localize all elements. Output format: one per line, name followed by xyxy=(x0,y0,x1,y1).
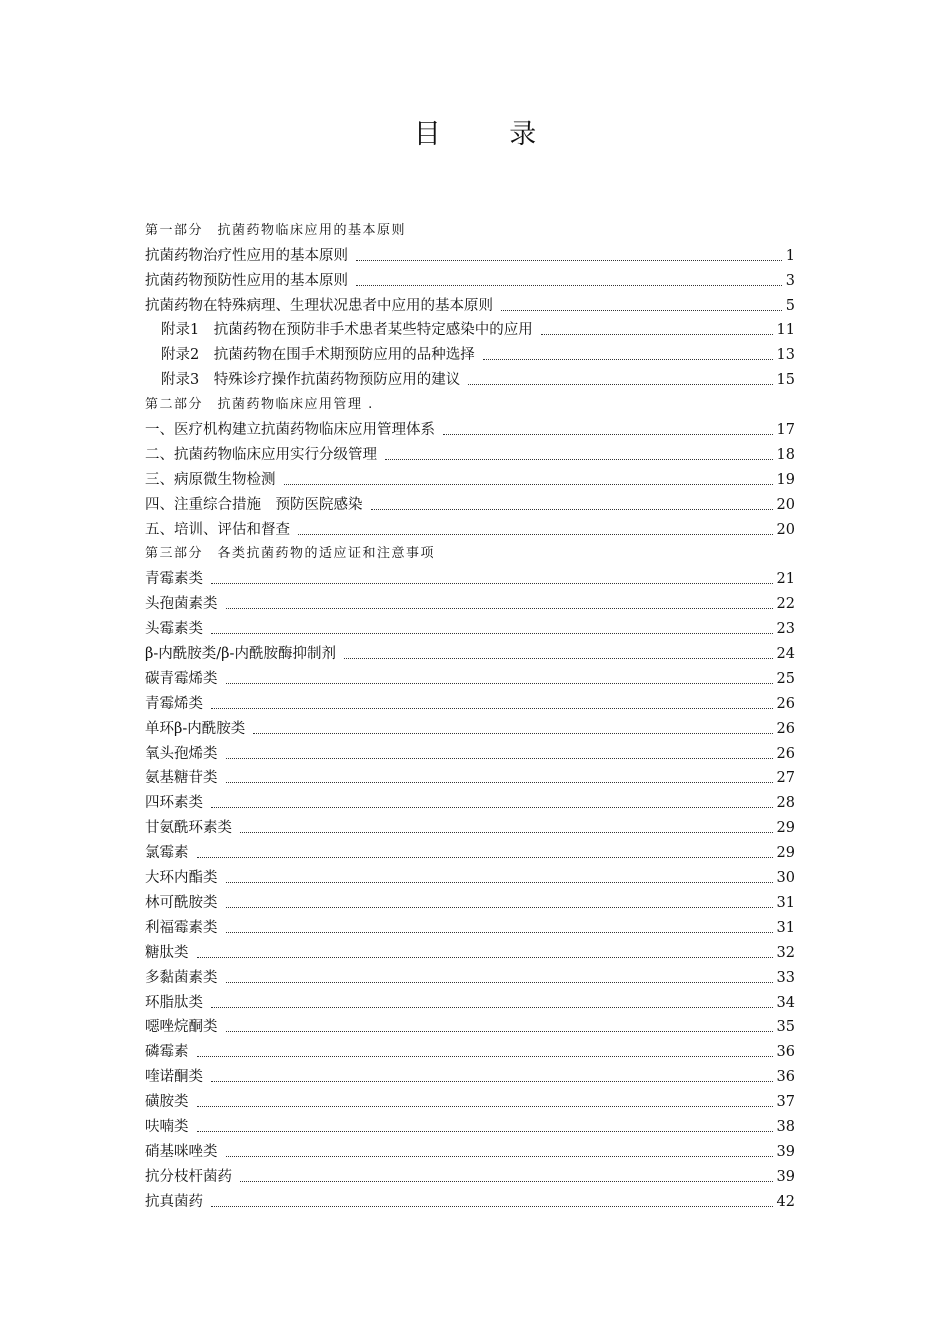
dot-leader xyxy=(443,434,773,435)
toc-page-number: 42 xyxy=(776,1193,795,1210)
toc-entry[interactable] xyxy=(145,788,795,813)
table-of-contents xyxy=(145,216,795,1212)
toc-entry-label: 大环内酯类 xyxy=(145,870,218,887)
toc-page-number: 29 xyxy=(776,845,795,862)
toc-page-number: 31 xyxy=(776,919,795,936)
toc-entry-label: 青霉素类 xyxy=(145,571,203,588)
toc-appendix-entry[interactable] xyxy=(145,316,795,341)
dot-leader xyxy=(501,310,782,311)
toc-entry[interactable] xyxy=(145,739,795,764)
toc-entry-label: 氯霉素 xyxy=(145,845,189,862)
toc-page-number: 37 xyxy=(776,1094,795,1111)
toc-entry-label: 多黏菌素类 xyxy=(145,969,218,986)
toc-entry[interactable] xyxy=(145,1137,795,1162)
toc-entry-label: 附录3 特殊诊疗操作抗菌药物预防应用的建议 xyxy=(161,372,461,389)
toc-page-number: 39 xyxy=(776,1143,795,1160)
toc-entry-label: 抗菌药物治疗性应用的基本原则 xyxy=(145,247,348,264)
toc-entry-label: 青霉烯类 xyxy=(145,695,203,712)
toc-entry[interactable] xyxy=(145,863,795,888)
toc-entry-label: 四环素类 xyxy=(145,795,203,812)
dot-leader xyxy=(226,982,773,983)
toc-entry-label: 第二部分 抗菌药物临床应用管理 . xyxy=(145,397,374,413)
toc-entry-label: 利福霉素类 xyxy=(145,919,218,936)
dot-leader xyxy=(226,932,773,933)
toc-page-number: 33 xyxy=(776,969,795,986)
dot-leader xyxy=(197,1131,773,1132)
toc-entry-label: 头霉素类 xyxy=(145,621,203,638)
toc-entry-label: 一、医疗机构建立抗菌药物临床应用管理体系 xyxy=(145,422,435,439)
dot-leader xyxy=(356,285,782,286)
dot-leader xyxy=(197,857,773,858)
toc-entry[interactable] xyxy=(145,266,795,291)
toc-entry-label: 呋喃类 xyxy=(145,1118,189,1135)
dot-leader xyxy=(298,534,773,535)
dot-leader xyxy=(483,359,773,360)
toc-page-number: 35 xyxy=(776,1019,795,1036)
toc-page-number: 1 xyxy=(785,247,795,264)
dot-leader xyxy=(211,1206,773,1207)
toc-entry[interactable] xyxy=(145,1187,795,1212)
toc-entry-label: 硝基咪唑类 xyxy=(145,1143,218,1160)
toc-entry-label: 抗真菌药 xyxy=(145,1193,203,1210)
dot-leader xyxy=(240,832,773,833)
toc-page-number: 30 xyxy=(776,870,795,887)
dot-leader xyxy=(385,459,773,460)
page-title: 目 录 xyxy=(413,119,567,150)
dot-leader xyxy=(211,583,773,584)
toc-entry[interactable] xyxy=(145,1037,795,1062)
dot-leader xyxy=(211,807,773,808)
toc-page-number: 20 xyxy=(776,521,795,538)
toc-page-number: 5 xyxy=(785,297,795,314)
dot-leader xyxy=(211,1081,773,1082)
toc-entry-label: β-内酰胺类/β-内酰胺酶抑制剂 xyxy=(145,646,336,663)
toc-entry[interactable] xyxy=(145,714,795,739)
toc-entry[interactable] xyxy=(145,689,795,714)
dot-leader xyxy=(541,334,773,335)
dot-leader xyxy=(226,683,773,684)
toc-entry-label: 磺胺类 xyxy=(145,1094,189,1111)
toc-page-number: 15 xyxy=(776,372,795,389)
toc-entry-label: 第一部分 抗菌药物临床应用的基本原则 xyxy=(145,222,407,238)
toc-entry[interactable] xyxy=(145,589,795,614)
dot-leader xyxy=(226,882,773,883)
toc-page-number: 22 xyxy=(776,596,795,613)
dot-leader xyxy=(344,658,773,659)
toc-page-number: 26 xyxy=(776,720,795,737)
toc-page-number: 34 xyxy=(776,994,795,1011)
toc-entry-label: 糖肽类 xyxy=(145,944,189,961)
dot-leader xyxy=(356,260,782,261)
toc-entry-label: 环脂肽类 xyxy=(145,994,203,1011)
toc-entry-label: 头孢菌素类 xyxy=(145,596,218,613)
toc-entry-label: 五、培训、评估和督查 xyxy=(145,521,290,538)
toc-entry-label: 附录1 抗菌药物在预防非手术患者某些特定感染中的应用 xyxy=(161,322,533,339)
toc-entry-label: 抗菌药物在特殊病理、生理状况患者中应用的基本原则 xyxy=(145,297,493,314)
toc-section-heading xyxy=(145,216,795,241)
toc-entry[interactable] xyxy=(145,838,795,863)
dot-leader xyxy=(371,509,773,510)
toc-entry-label: 噁唑烷酮类 xyxy=(145,1019,218,1036)
dot-leader xyxy=(468,384,772,385)
toc-entry[interactable] xyxy=(145,963,795,988)
toc-page-number: 38 xyxy=(776,1118,795,1135)
toc-entry-label: 林可酰胺类 xyxy=(145,894,218,911)
toc-entry-label: 磷霉素 xyxy=(145,1044,189,1061)
toc-entry-label: 喹诺酮类 xyxy=(145,1069,203,1086)
toc-page-number: 3 xyxy=(785,272,795,289)
toc-entry[interactable] xyxy=(145,888,795,913)
dot-leader xyxy=(226,608,773,609)
toc-page-number: 17 xyxy=(776,422,795,439)
toc-entry-label: 二、抗菌药物临床应用实行分级管理 xyxy=(145,446,377,463)
toc-entry-label: 抗菌药物预防性应用的基本原则 xyxy=(145,272,348,289)
toc-page-number: 32 xyxy=(776,944,795,961)
toc-entry[interactable] xyxy=(145,415,795,440)
toc-page-number: 11 xyxy=(776,322,795,339)
toc-entry[interactable] xyxy=(145,1062,795,1087)
toc-entry[interactable] xyxy=(145,515,795,540)
dot-leader xyxy=(226,907,773,908)
toc-page-number: 19 xyxy=(776,471,795,488)
dot-leader xyxy=(197,1106,773,1107)
toc-page-number: 24 xyxy=(776,646,795,663)
dot-leader xyxy=(226,782,773,783)
toc-entry-label: 单环β-内酰胺类 xyxy=(145,720,246,737)
toc-entry-label: 附录2 抗菌药物在围手术期预防应用的品种选择 xyxy=(161,347,475,364)
toc-entry-label: 氧头孢烯类 xyxy=(145,745,218,762)
toc-entry-label: 第三部分 各类抗菌药物的适应证和注意事项 xyxy=(145,546,436,562)
toc-page-number: 28 xyxy=(776,795,795,812)
toc-entry[interactable] xyxy=(145,564,795,589)
dot-leader xyxy=(197,957,773,958)
toc-entry[interactable] xyxy=(145,614,795,639)
toc-appendix-entry[interactable] xyxy=(145,340,795,365)
toc-page-number: 18 xyxy=(776,446,795,463)
toc-entry[interactable] xyxy=(145,938,795,963)
toc-page-number: 26 xyxy=(776,745,795,762)
toc-entry-label: 四、注重综合措施 预防医院感染 xyxy=(145,496,363,513)
toc-entry-label: 碳青霉烯类 xyxy=(145,670,218,687)
toc-entry[interactable] xyxy=(145,764,795,789)
toc-entry[interactable] xyxy=(145,1087,795,1112)
dot-leader xyxy=(226,1031,773,1032)
toc-page-number: 36 xyxy=(776,1044,795,1061)
toc-entry[interactable] xyxy=(145,440,795,465)
dot-leader xyxy=(240,1181,773,1182)
toc-page-number: 29 xyxy=(776,820,795,837)
toc-entry[interactable] xyxy=(145,1112,795,1137)
toc-page-number: 27 xyxy=(776,770,795,787)
toc-entry[interactable] xyxy=(145,664,795,689)
toc-page-number: 31 xyxy=(776,894,795,911)
toc-page-number: 20 xyxy=(776,496,795,513)
dot-leader xyxy=(226,1156,773,1157)
dot-leader xyxy=(284,484,773,485)
toc-page-number: 25 xyxy=(776,670,795,687)
toc-appendix-entry[interactable] xyxy=(145,365,795,390)
toc-entry[interactable] xyxy=(145,490,795,515)
toc-entry[interactable] xyxy=(145,639,795,664)
dot-leader xyxy=(253,733,772,734)
toc-section-heading xyxy=(145,540,795,565)
toc-page-number: 21 xyxy=(776,571,795,588)
toc-page-number: 13 xyxy=(776,347,795,364)
toc-entry[interactable] xyxy=(145,1162,795,1187)
toc-entry[interactable] xyxy=(145,465,795,490)
toc-page-number: 23 xyxy=(776,621,795,638)
toc-entry-label: 抗分枝杆菌药 xyxy=(145,1168,232,1185)
toc-entry[interactable] xyxy=(145,291,795,316)
toc-entry-label: 三、病原微生物检测 xyxy=(145,471,276,488)
dot-leader xyxy=(197,1056,773,1057)
toc-entry[interactable] xyxy=(145,913,795,938)
dot-leader xyxy=(211,633,773,634)
dot-leader xyxy=(211,708,773,709)
toc-entry[interactable] xyxy=(145,813,795,838)
toc-entry-label: 氨基糖苷类 xyxy=(145,770,218,787)
toc-entry-label: 甘氨酰环素类 xyxy=(145,820,232,837)
toc-entry[interactable] xyxy=(145,988,795,1013)
dot-leader xyxy=(211,1007,773,1008)
dot-leader xyxy=(226,758,773,759)
toc-page-number: 39 xyxy=(776,1168,795,1185)
toc-entry[interactable] xyxy=(145,1013,795,1038)
toc-entry[interactable] xyxy=(145,241,795,266)
toc-page-number: 36 xyxy=(776,1069,795,1086)
toc-section-heading xyxy=(145,390,795,415)
toc-page-number: 26 xyxy=(776,695,795,712)
